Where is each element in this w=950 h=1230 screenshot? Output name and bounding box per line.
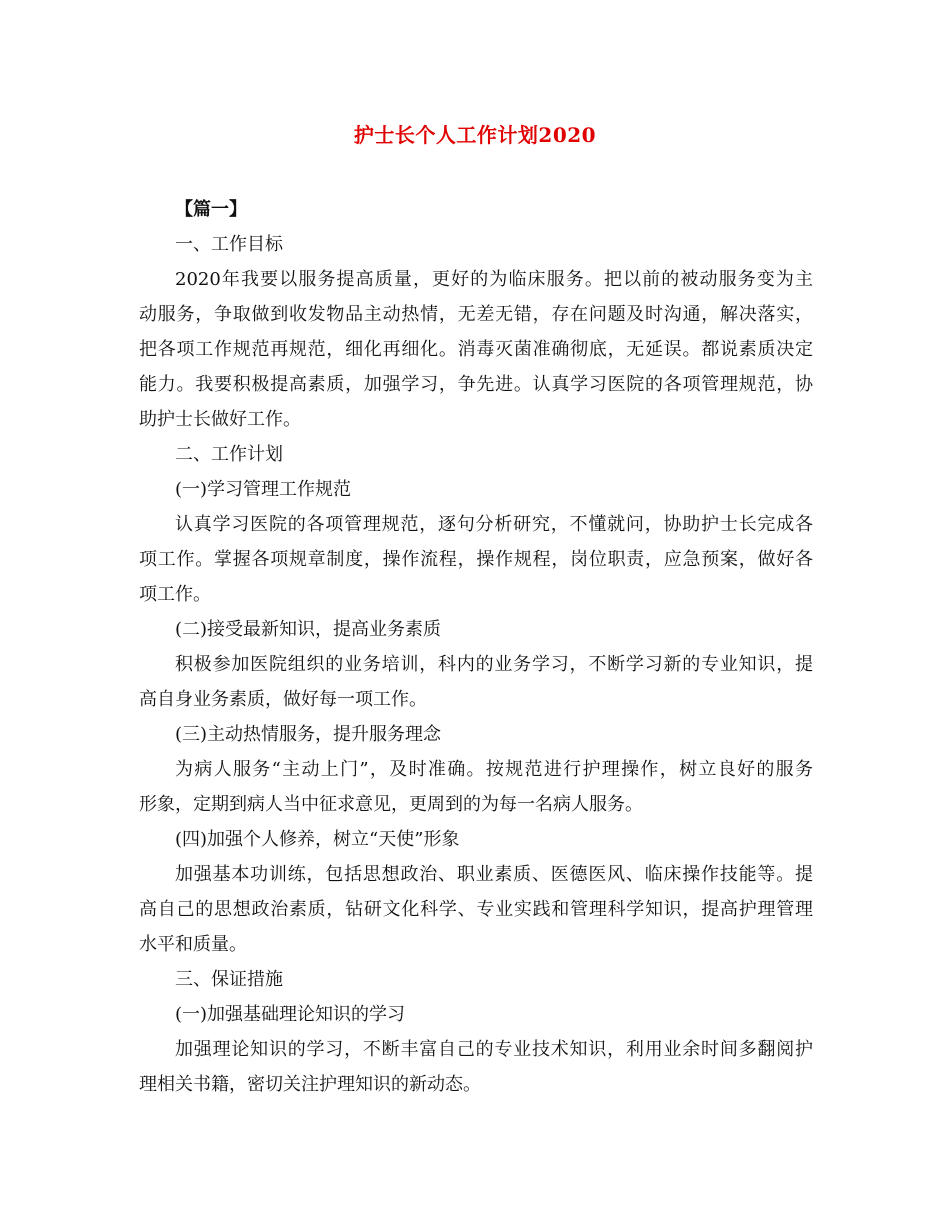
paragraph-2-2 xyxy=(139,647,813,717)
paragraph-line: 助护士长做好工作。 xyxy=(139,409,301,430)
heading-line: (一)学习管理工作规范 xyxy=(175,479,352,500)
paragraph-line: 项工作。 xyxy=(139,584,211,605)
document-title: 护士长个人工作计划2020 xyxy=(353,123,597,147)
paragraph-2-1 xyxy=(139,507,813,612)
paragraph-2-4 xyxy=(139,857,813,962)
paragraph-line: 加强基本功训练，包括思想政治、职业素质、医德医风、临床操作技能等。提 xyxy=(175,864,813,885)
subheading-2-3 xyxy=(139,717,813,752)
paragraph-line: 高自己的思想政治素质，钻研文化科学、专业实践和管理科学知识，提高护理管理 xyxy=(139,899,813,920)
paragraph-goal xyxy=(139,262,813,437)
paragraph-line: 认真学习医院的各项管理规范，逐句分析研究，不懂就问，协助护士长完成各 xyxy=(175,514,813,535)
paragraph-line: 把各项工作规范再规范，细化再细化。消毒灭菌准确彻底，无延误。都说素质决定 xyxy=(139,339,813,360)
heading-line: (三)主动热情服务，提升服务理念 xyxy=(175,724,442,745)
heading-line: 三、保证措施 xyxy=(175,969,283,990)
heading-line: 一、工作目标 xyxy=(175,234,283,255)
paragraph-line: 项工作。掌握各项规章制度，操作流程，操作规程，岗位职责，应急预案，做好各 xyxy=(139,549,813,570)
heading-line: (一)加强基础理论知识的学习 xyxy=(175,1004,406,1025)
paragraph-3-1 xyxy=(139,1032,813,1102)
subheading-3-1 xyxy=(139,997,813,1032)
heading-3 xyxy=(139,962,813,997)
paragraph-line: 能力。我要积极提高素质，加强学习，争先进。认真学习医院的各项管理规范，协 xyxy=(139,374,813,395)
heading-2 xyxy=(139,437,813,472)
heading-line: 二、工作计划 xyxy=(175,444,283,465)
subheading-2-2 xyxy=(139,612,813,647)
section-label xyxy=(139,192,813,227)
paragraph-line: 高自身业务素质，做好每一项工作。 xyxy=(139,689,427,710)
paragraph-line: 理相关书籍，密切关注护理知识的新动态。 xyxy=(139,1074,481,1095)
paragraph-2-3 xyxy=(139,752,813,822)
subheading-2-1 xyxy=(139,472,813,507)
paragraph-line: 积极参加医院组织的业务培训，科内的业务学习，不断学习新的专业知识，提 xyxy=(175,654,813,675)
heading-line: 【篇一】 xyxy=(175,199,247,220)
heading-line: (二)接受最新知识，提高业务素质 xyxy=(175,619,442,640)
paragraph-line: 加强理论知识的学习，不断丰富自己的专业技术知识，利用业余时间多翻阅护 xyxy=(175,1039,813,1060)
heading-1 xyxy=(139,227,813,262)
document-body xyxy=(139,192,813,1102)
paragraph-line: 形象，定期到病人当中征求意见，更周到的为每一名病人服务。 xyxy=(139,794,643,815)
paragraph-line: 为病人服务“主动上门”，及时准确。按规范进行护理操作，树立良好的服务 xyxy=(175,759,813,780)
subheading-2-4 xyxy=(139,822,813,857)
paragraph-line: 水平和质量。 xyxy=(139,934,247,955)
heading-line: (四)加强个人修养，树立“天使”形象 xyxy=(175,829,460,850)
paragraph-line: 2020年我要以服务提高质量，更好的为临床服务。把以前的被动服务变为主 xyxy=(175,269,813,290)
paragraph-line: 动服务，争取做到收发物品主动热情，无差无错，存在问题及时沟通，解决落实， xyxy=(139,304,813,325)
